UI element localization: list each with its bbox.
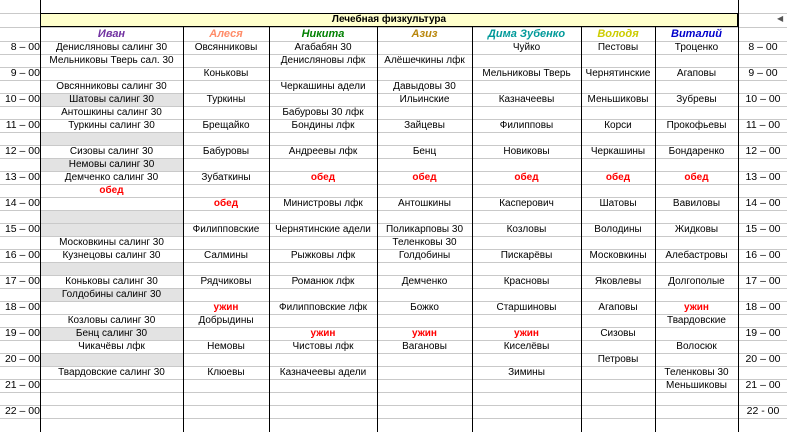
- time-label-left: 15 – 00: [4, 223, 40, 235]
- schedule-cell[interactable]: Московкины салинг 30: [59, 237, 164, 248]
- time-label-left: 17 – 00: [4, 275, 40, 287]
- meal-break-cell[interactable]: обед: [310, 172, 336, 183]
- column-header[interactable]: Азиз: [411, 28, 438, 40]
- schedule-cell[interactable]: Шатовы салинг 30: [69, 94, 154, 105]
- schedule-cell[interactable]: Филипповы: [499, 120, 554, 131]
- schedule-cell[interactable]: Министровы лфк: [283, 198, 363, 209]
- schedule-cell[interactable]: Ильинские: [399, 94, 450, 105]
- gray-row-band: [40, 262, 183, 275]
- grid-row-line: [0, 418, 787, 419]
- schedule-cell[interactable]: Чуйко: [512, 42, 541, 53]
- column-header[interactable]: Никита: [301, 28, 345, 40]
- schedule-cell[interactable]: Агабабян 30: [294, 42, 352, 53]
- schedule-cell[interactable]: Твардовские салинг 30: [58, 367, 165, 378]
- grid-row-line: [0, 392, 787, 393]
- schedule-cell[interactable]: Красновы: [503, 276, 550, 287]
- schedule-cell[interactable]: Волосюк: [676, 341, 717, 352]
- schedule-cell[interactable]: Зимины: [508, 367, 545, 378]
- schedule-cell[interactable]: Шатовы: [599, 198, 637, 209]
- schedule-cell[interactable]: Жидковы: [674, 224, 719, 235]
- schedule-cell[interactable]: Филипповские лфк: [279, 302, 367, 313]
- meal-break-cell[interactable]: обед: [412, 172, 437, 183]
- schedule-cell[interactable]: Туркины салинг 30: [68, 120, 155, 131]
- time-label-right: 14 – 00: [745, 197, 781, 209]
- time-label-right: 8 – 00: [748, 41, 778, 53]
- schedule-cell[interactable]: Чернятинские адели: [275, 224, 371, 235]
- schedule-cell[interactable]: Кузнецовы салинг 30: [62, 250, 161, 261]
- schedule-cell[interactable]: Немовы: [207, 341, 245, 352]
- schedule-cell[interactable]: Старшиновы: [496, 302, 557, 313]
- schedule-cell[interactable]: Черкашины: [590, 146, 646, 157]
- schedule-cell[interactable]: Алебастровы: [665, 250, 728, 261]
- schedule-cell[interactable]: Сизовы: [600, 328, 636, 339]
- meal-break-cell[interactable]: обед: [213, 198, 239, 209]
- schedule-cell[interactable]: Голдобины салинг 30: [61, 289, 162, 300]
- schedule-cell[interactable]: Бенц салинг 30: [75, 328, 148, 339]
- schedule-cell[interactable]: Коньковы салинг 30: [65, 276, 158, 287]
- schedule-cell[interactable]: Добрыдины: [198, 315, 254, 326]
- schedule-cell[interactable]: Теленковы 30: [392, 237, 457, 248]
- schedule-cell[interactable]: Козловы: [506, 224, 547, 235]
- column-header[interactable]: Виталий: [671, 28, 722, 40]
- sheet-title: Лечебная физкультура: [331, 14, 447, 25]
- schedule-cell[interactable]: Московкины: [589, 250, 647, 261]
- schedule-cell[interactable]: Володины: [594, 224, 642, 235]
- schedule-cell[interactable]: Демченко салинг 30: [64, 172, 159, 183]
- time-label-left: 12 – 00: [4, 145, 40, 157]
- meal-break-cell[interactable]: обед: [514, 172, 539, 183]
- schedule-cell[interactable]: Туркины: [206, 94, 246, 105]
- schedule-cell[interactable]: Яковлевы: [594, 276, 642, 287]
- meal-break-cell[interactable]: ужин: [684, 302, 709, 313]
- schedule-cell[interactable]: Рыжковы лфк: [290, 250, 356, 261]
- schedule-cell[interactable]: Козловы салинг 30: [67, 315, 156, 326]
- gray-row-band: [40, 132, 183, 145]
- schedule-cell[interactable]: Агаповы: [676, 68, 717, 79]
- schedule-cell[interactable]: Чистовы лфк: [292, 341, 354, 352]
- schedule-cell[interactable]: Денисляновы салинг 30: [55, 42, 168, 53]
- meal-break-cell[interactable]: обед: [684, 172, 709, 183]
- schedule-cell[interactable]: Твардовские: [667, 315, 726, 326]
- schedule-cell[interactable]: Зубревы: [676, 94, 717, 105]
- gray-row-band: [40, 223, 183, 236]
- schedule-cell[interactable]: Долгополые: [668, 276, 725, 287]
- time-label-left: 14 – 00: [4, 197, 40, 209]
- schedule-cell[interactable]: Теленковы 30: [664, 367, 729, 378]
- meal-break-cell[interactable]: обед: [605, 172, 631, 183]
- meal-break-cell[interactable]: обед: [99, 185, 124, 196]
- time-label-left: 19 – 00: [4, 327, 40, 339]
- schedule-cell[interactable]: Киселёвы: [503, 341, 550, 352]
- column-header[interactable]: Иван: [97, 28, 126, 40]
- schedule-cell[interactable]: Коньковы: [203, 68, 249, 79]
- schedule-cell[interactable]: Зайцевы: [404, 120, 445, 131]
- time-label-right: 12 – 00: [745, 145, 781, 157]
- time-label-left: 21 – 00: [4, 379, 40, 391]
- schedule-cell[interactable]: Мельниковы Тверь сал. 30: [49, 55, 174, 66]
- time-label-right: 19 – 00: [745, 327, 781, 339]
- schedule-cell[interactable]: Бабуровы: [202, 146, 250, 157]
- schedule-cell[interactable]: Петровы: [597, 354, 639, 365]
- schedule-cell[interactable]: Бондаренко: [668, 146, 725, 157]
- time-label-right: 9 – 00: [748, 67, 778, 79]
- schedule-cell[interactable]: Демченко: [401, 276, 448, 287]
- schedule-cell[interactable]: Немовы салинг 30: [68, 159, 155, 170]
- time-label-right: 17 – 00: [745, 275, 781, 287]
- schedule-cell[interactable]: Троценко: [674, 42, 719, 53]
- time-label-right: 20 – 00: [745, 353, 781, 365]
- schedule-cell[interactable]: Бенц: [412, 146, 437, 157]
- schedule-cell[interactable]: Овсянниковы салинг 30: [56, 81, 167, 92]
- schedule-cell[interactable]: Пискарёвы: [500, 250, 553, 261]
- schedule-cell[interactable]: Агаповы: [598, 302, 638, 313]
- schedule-cell[interactable]: Антошкины салинг 30: [61, 107, 162, 118]
- time-label-left: 22 – 00: [4, 405, 40, 417]
- grid-row-line: [0, 262, 787, 263]
- schedule-cell[interactable]: Романюк лфк: [291, 276, 355, 287]
- grid-row-line: [0, 132, 787, 133]
- schedule-cell[interactable]: Казначеевы: [498, 94, 555, 105]
- schedule-cell[interactable]: Вагановы: [402, 341, 447, 352]
- meal-break-cell[interactable]: ужин: [514, 328, 539, 339]
- schedule-cell[interactable]: Вавиловы: [672, 198, 721, 209]
- schedule-cell[interactable]: Чикачёвы лфк: [78, 341, 145, 352]
- schedule-cell[interactable]: Черкашины адели: [280, 81, 366, 92]
- schedule-cell[interactable]: Поликарповы 30: [385, 224, 464, 235]
- gray-row-band: [40, 210, 183, 223]
- schedule-cell[interactable]: Чернятинские: [585, 68, 651, 79]
- schedule-cell[interactable]: Антошкины: [398, 198, 451, 209]
- grid-row-line: [0, 210, 787, 211]
- column-separator: [738, 0, 739, 432]
- time-label-left: 9 – 00: [10, 67, 40, 79]
- time-label-left: 8 – 00: [10, 41, 40, 53]
- schedule-cell[interactable]: Казначеевы адели: [279, 367, 367, 378]
- schedule-cell[interactable]: Меньшиковы: [666, 380, 727, 391]
- time-label-left: 16 – 00: [4, 249, 40, 261]
- schedule-cell[interactable]: Меньшиковы: [587, 94, 649, 105]
- schedule-cell[interactable]: Сизовы салинг 30: [69, 146, 154, 157]
- column-header[interactable]: Дима Зубенко: [487, 28, 566, 40]
- gray-row-band: [40, 353, 183, 366]
- schedule-cell[interactable]: Корси: [604, 120, 632, 131]
- time-label-right: 22 - 00: [746, 405, 780, 417]
- time-label-right: 11 – 00: [745, 119, 781, 131]
- schedule-cell[interactable]: Рядчиковы: [200, 276, 252, 287]
- schedule-cell[interactable]: Андреевы лфк: [288, 146, 358, 157]
- column-header[interactable]: Володя: [597, 28, 639, 40]
- schedule-cell[interactable]: Бондины лфк: [291, 120, 355, 131]
- column-header[interactable]: Алеся: [209, 28, 243, 40]
- time-label-left: 20 – 00: [4, 353, 40, 365]
- time-label-left: 18 – 00: [4, 301, 40, 313]
- time-label-left: 13 – 00: [4, 171, 40, 183]
- schedule-cell[interactable]: Прокофьевы: [666, 120, 727, 131]
- schedule-cell[interactable]: Алёшечкины лфк: [384, 55, 465, 66]
- schedule-cell[interactable]: Зубаткины: [201, 172, 251, 183]
- time-label-right: 16 – 00: [745, 249, 781, 261]
- schedule-cell[interactable]: Новиковы: [503, 146, 550, 157]
- meal-break-cell[interactable]: ужин: [412, 328, 437, 339]
- time-label-right: 18 – 00: [745, 301, 781, 313]
- schedule-cell[interactable]: Клюевы: [207, 367, 245, 378]
- grid-row-line: [0, 405, 787, 406]
- schedule-cell[interactable]: Денисляновы лфк: [280, 55, 366, 66]
- schedule-cell[interactable]: Касперович: [499, 198, 554, 209]
- meal-break-cell[interactable]: ужин: [213, 302, 239, 313]
- schedule-cell[interactable]: Мельниковы Тверь: [482, 68, 571, 79]
- grid-row-line: [0, 353, 787, 354]
- time-label-right: 13 – 00: [745, 171, 781, 183]
- schedule-cell[interactable]: Давыдовы 30: [393, 81, 456, 92]
- schedule-cell[interactable]: Бабуровы 30 лфк: [282, 107, 364, 118]
- time-label-left: 11 – 00: [5, 119, 40, 131]
- schedule-cell[interactable]: Овсянниковы: [194, 42, 258, 53]
- time-label-right: 10 – 00: [745, 93, 781, 105]
- schedule-cell[interactable]: Голдобины: [398, 250, 451, 261]
- schedule-cell[interactable]: Брещайко: [202, 120, 250, 131]
- schedule-cell[interactable]: Салмины: [204, 250, 248, 261]
- time-label-left: 10 – 00: [4, 93, 40, 105]
- time-label-right: 21 – 00: [745, 379, 781, 391]
- time-label-right: 15 – 00: [745, 223, 781, 235]
- meal-break-cell[interactable]: ужин: [310, 328, 336, 339]
- schedule-cell[interactable]: Пестовы: [597, 42, 639, 53]
- schedule-cell[interactable]: Божко: [410, 302, 439, 313]
- schedule-cell[interactable]: Филипповские: [192, 224, 260, 235]
- scroll-left-arrow-icon[interactable]: ◀: [777, 14, 784, 23]
